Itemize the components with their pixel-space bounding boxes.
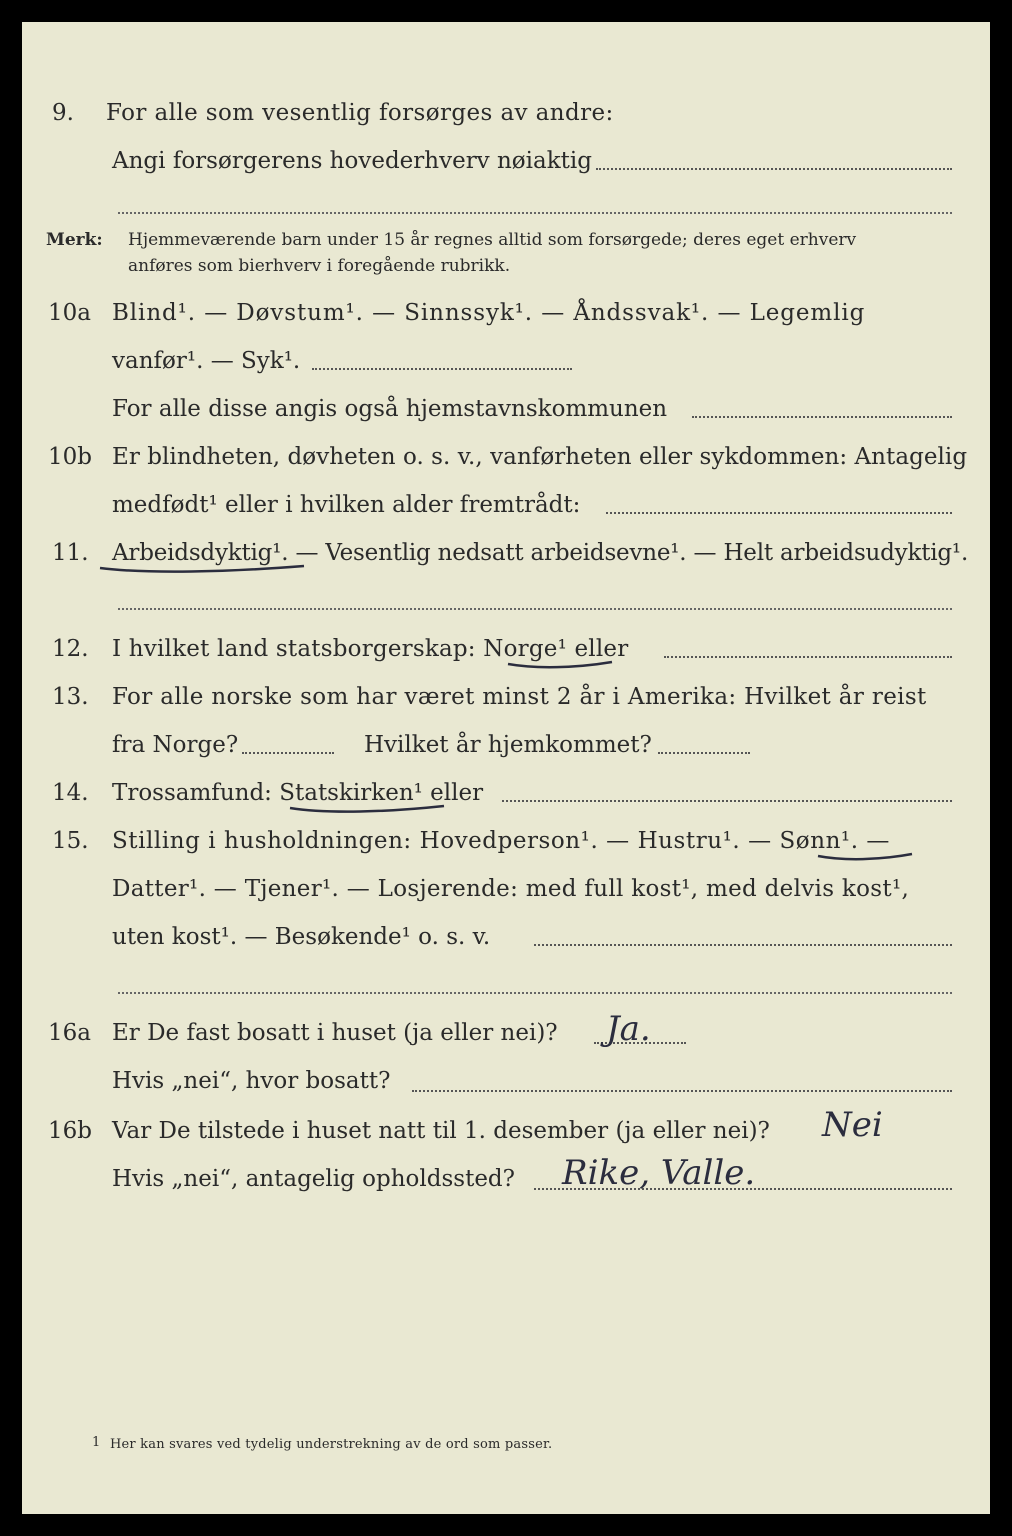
q13-line1: For alle norske som har været minst 2 år i Amerika: Hvilket år reist	[112, 684, 927, 710]
merk-line2: anføres som bierhverv i foregående rubrikk.	[128, 256, 511, 276]
q15-line3: uten kost¹. — Besøkende¹ o. s. v.	[112, 924, 491, 950]
q16b-handwritten-answer: Nei	[822, 1105, 883, 1145]
q10a-line2: vanfør¹. — Syk¹.	[112, 348, 301, 374]
q10a-line3: For alle disse angis også hjemstavnskommunen	[112, 396, 668, 422]
q9-line2: Angi forsørgerens hovederhverv nøiaktig	[112, 148, 592, 174]
q11-extra-line	[118, 608, 952, 610]
q13-number: 13.	[52, 684, 89, 710]
q10a-line1: Blind¹. — Døvstum¹. — Sinnssyk¹. — Åndssvak¹. — Legemlig	[112, 300, 866, 326]
q14-line1: Trossamfund: Statskirken¹ eller	[112, 780, 484, 806]
q15-extra-line	[118, 992, 952, 994]
q9-line1: For alle som vesentlig forsørges av andre:	[106, 100, 614, 126]
q16a-bosatt-line	[412, 1090, 952, 1092]
merk-line1: Hjemmeværende barn under 15 år regnes alltid som forsørgede; deres eget erhverv	[128, 230, 857, 250]
q11-handwritten-underline	[98, 558, 308, 578]
footnote-text: Her kan svares ved tydelig understrekning av de ord som passer.	[110, 1437, 553, 1452]
q9-extra-line	[118, 212, 952, 214]
q16a-line2: Hvis „nei“, hvor bosatt?	[112, 1068, 391, 1094]
q10b-answer-line	[606, 512, 952, 514]
q10b-line2: medfødt¹ eller i hvilken alder fremtrådt:	[112, 492, 581, 518]
q14-handwritten-underline	[288, 798, 448, 818]
footnote-mark: 1	[92, 1435, 101, 1450]
merk-label: Merk:	[46, 230, 103, 250]
q9-answer-line	[596, 168, 952, 170]
q16b-line1: Var De tilstede i huset natt til 1. desember (ja eller nei)?	[112, 1118, 770, 1144]
q13-line2b: Hvilket år hjemkommet?	[364, 732, 652, 758]
q15-number: 15.	[52, 828, 89, 854]
q10a-syk-line	[312, 368, 572, 370]
q12-number: 12.	[52, 636, 89, 662]
q16b-line2: Hvis „nei“, antagelig opholdssted?	[112, 1166, 515, 1192]
q10a-kommune-line	[692, 416, 952, 418]
q15-line1: Stilling i husholdningen: Hovedperson¹. — Hustru¹. — Sønn¹. —	[112, 828, 890, 854]
q13-hjemkommet-line	[658, 752, 750, 754]
q10a-number: 10a	[48, 300, 91, 326]
q16b-number: 16b	[48, 1118, 92, 1144]
q14-number: 14.	[52, 780, 89, 806]
census-form-page	[22, 22, 990, 1514]
q13-reist-line	[242, 752, 334, 754]
q11-line1: Arbeidsdyktig¹. — Vesentlig nedsatt arbeidsevne¹. — Helt arbeidsudyktig¹.	[112, 540, 969, 566]
q10b-number: 10b	[48, 444, 92, 470]
q11-number: 11.	[52, 540, 89, 566]
q15-line2: Datter¹. — Tjener¹. — Losjerende: med full kost¹, med delvis kost¹,	[112, 876, 910, 902]
q12-line1: I hvilket land statsborgerskap: Norge¹ eller	[112, 636, 629, 662]
q16b-handwritten-answer2: Rike, Valle.	[562, 1153, 756, 1193]
q9-number: 9.	[52, 100, 74, 126]
q13-line2a: fra Norge?	[112, 732, 239, 758]
q12-handwritten-underline	[506, 654, 616, 674]
q14-answer-line	[502, 800, 952, 802]
q16a-number: 16a	[48, 1020, 91, 1046]
q15-answer-line	[534, 944, 952, 946]
q15-handwritten-underline	[816, 846, 916, 866]
q16a-handwritten-answer: Ja.	[606, 1009, 651, 1049]
q10b-line1: Er blindheten, døvheten o. s. v., vanførheten eller sykdommen: Antagelig	[112, 444, 968, 470]
q12-answer-line	[664, 656, 952, 658]
q16a-line1: Er De fast bosatt i huset (ja eller nei)?	[112, 1020, 558, 1046]
